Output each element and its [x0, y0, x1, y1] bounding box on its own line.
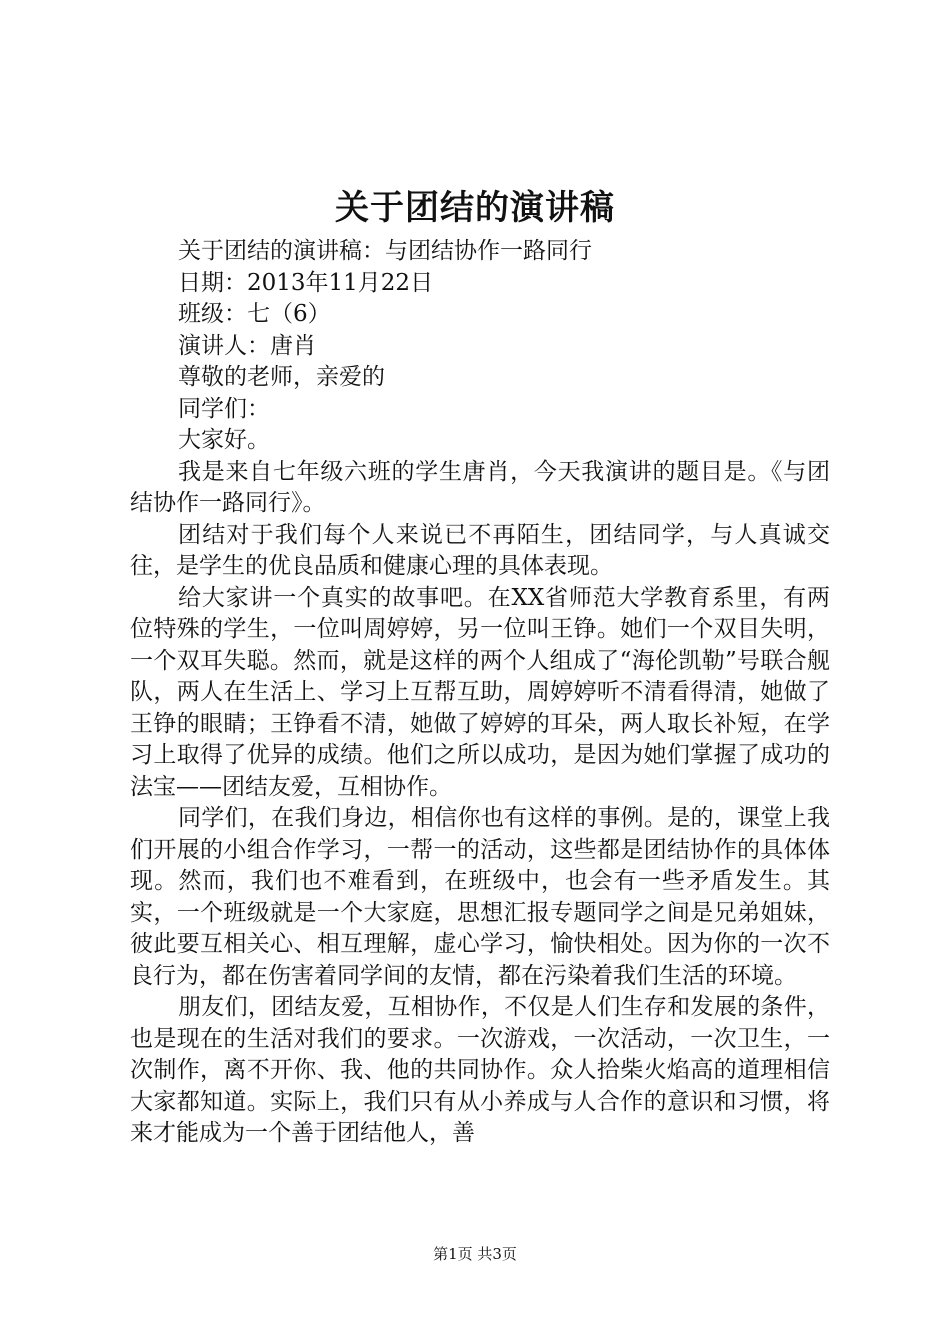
salutation-line-2: 同学们： — [178, 395, 270, 422]
body-paragraph: 朋友们，团结友爱，互相协作，不仅是人们生存和发展的条件，也是现在的生活对我们的要求。一次游戏，一次活动，一次卫生，一次制作，离不开你、我、他的共同协作。众人拾柴火焰高的道理相信大家都知道。实际上，我们只有从小养成与人合作的意识和习惯，将来才能成为一个善于团结他人，善 — [130, 994, 830, 1146]
speech-heading: 关于团结的演讲稿：与团结协作一路同行 — [178, 238, 592, 264]
body-paragraph: 给大家讲一个真实的故事吧。在XX省师范大学教育系里，有两位特殊的学生，一位叫周婷婷，另一位叫王铮。她们一个双目失明，一个双耳失聪。然而，就是这样的两个人组成了“海伦凯勒”号联合舰队，两人在生活上、学习上互帮互助，周婷婷听不清看得清，她做了王铮的眼睛；王铮看不清，她做了婷婷的耳朵，两人取长补短，在学习上取得了优异的成绩。他们之所以成功，是因为她们掌握了成功的法宝——团结友爱，互相协作。 — [130, 584, 830, 800]
document-body — [130, 236, 830, 1150]
salutation-line: 尊敬的老师，亲爱的 — [178, 364, 385, 390]
body-paragraph: 团结对于我们每个人来说已不再陌生，团结同学，与人真诚交往，是学生的优良品质和健康心理的具体表现。 — [130, 521, 830, 579]
page-number-footer: 第1页 共3页 — [433, 1245, 517, 1263]
body-paragraph: 同学们，在我们身边，相信你也有这样的事例。是的，课堂上我们开展的小组合作学习，一帮一的活动，这些都是团结协作的具体体现。然而，我们也不难看到，在班级中，也会有一些矛盾发生。其实，一个班级就是一个大家庭，思想汇报专题同学之间是兄弟姐妹，彼此要互相关心、相互理解，虚心学习，愉快相处。因为你的一次不良行为，都在伤害着同学间的友情，都在污染着我们生活的环境。 — [130, 805, 830, 989]
greeting-line: 大家好。 — [178, 427, 270, 453]
document-title: 关于团结的演讲稿 — [335, 188, 615, 228]
class-line: 班级：七（6） — [178, 301, 331, 327]
speaker-line: 演讲人：唐肖 — [178, 332, 316, 359]
body-paragraph: 我是来自七年级六班的学生唐肖，今天我演讲的题目是。《与团结协作一路同行》。 — [130, 458, 830, 516]
date-line: 日期：2013年11月22日 — [178, 269, 434, 296]
